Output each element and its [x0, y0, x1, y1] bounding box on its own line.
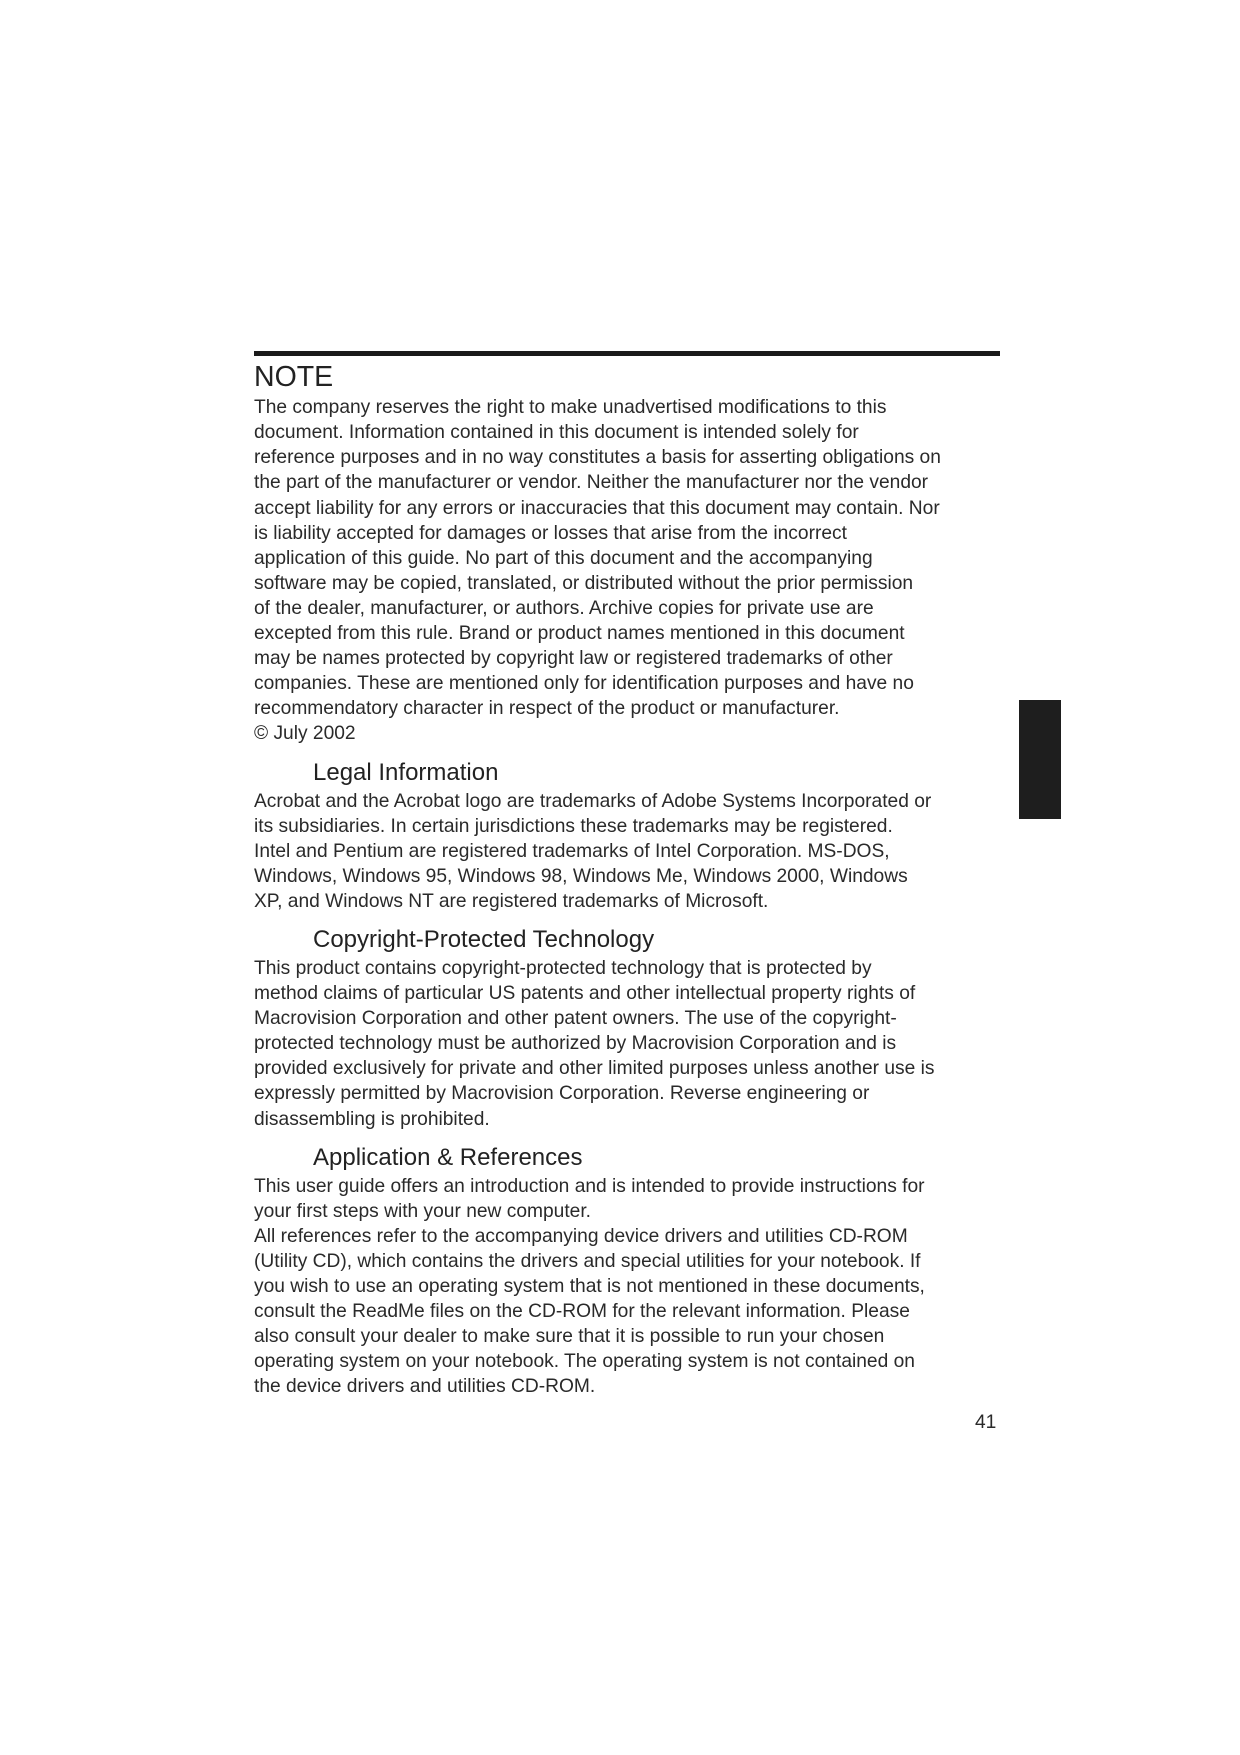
section-title: Legal Information [313, 758, 499, 786]
section-title: Copyright-Protected Technology [313, 925, 655, 953]
page-content [254, 351, 1002, 1409]
note-title: NOTE [254, 361, 334, 393]
page-number: 41 [975, 1412, 997, 1433]
section-title: Application & References [313, 1143, 583, 1171]
section-body: Acrobat and the Acrobat logo are trademarks of Adobe Systems Incorporated or its subsidiaries. In certain jurisdictions these trademarks may be registered. Intel and Pentium are registered trademarks of Intel Corporation. MS-DOS, Windows, Windows 95, Windows 98, Windows Me, Windows 2000, Windows XP, and Windows NT are registered trademarks of Microsoft. [254, 790, 932, 912]
section-body: This product contains copyright-protected technology that is protected by method claims of particular US patents and other intellectual property rights of Macrovision Corporation and other patent owners. The use of the copyright- protected technology must be authorized by Macrovision Corporation and is provided exclusively for private and other limited purposes unless another use is expressly permitted by Macrovision Corporation. Reverse engineering or disassembling is prohibited. [254, 957, 935, 1130]
note-body: The company reserves the right to make unadvertised modifications to this document. Information contained in this document is intended solely for reference purposes and in no way constitutes a basis for asserting obligations on the part of the manufacturer or vendor. Neither the manufacturer nor the vendor accept liability for any errors or inaccuracies that this document may contain. Nor is liability accepted for damages or losses that arise from the incorrect application of this guide. No part of this document and the accompanying software may be copied, translated, or distributed without the prior permission of the dealer, manufacturer, or authors. Archive copies for private use are excepted from this rule. Brand or product names mentioned in this document may be names protected by copyright law or registered trademarks of other companies. These are mentioned only for identification purposes and have no recommendatory character in respect of the product or manufacturer. [254, 397, 941, 720]
section-application-references [254, 1142, 1002, 1400]
copyright-date: © July 2002 [254, 723, 356, 745]
chapter-tab-marker [1019, 700, 1061, 819]
section-body: This user guide offers an introduction and is intended to provide instructions for your first steps with your new computer. All references refer to the accompanying device drivers and utilities CD-ROM (Utility CD), which contains the drivers and special utilities for your notebook. If you wish to use an operating system that is not mentioned in these documents, consult the ReadMe files on the CD-ROM for the relevant information. Please also consult your dealer to make sure that it is possible to run your chosen operating system on your notebook. The operating system is not contained on the device drivers and utilities CD-ROM. [254, 1175, 925, 1398]
top-rule [254, 351, 1000, 356]
section-copyright-protected-technology [254, 924, 1002, 1132]
section-legal-information [254, 757, 1002, 914]
